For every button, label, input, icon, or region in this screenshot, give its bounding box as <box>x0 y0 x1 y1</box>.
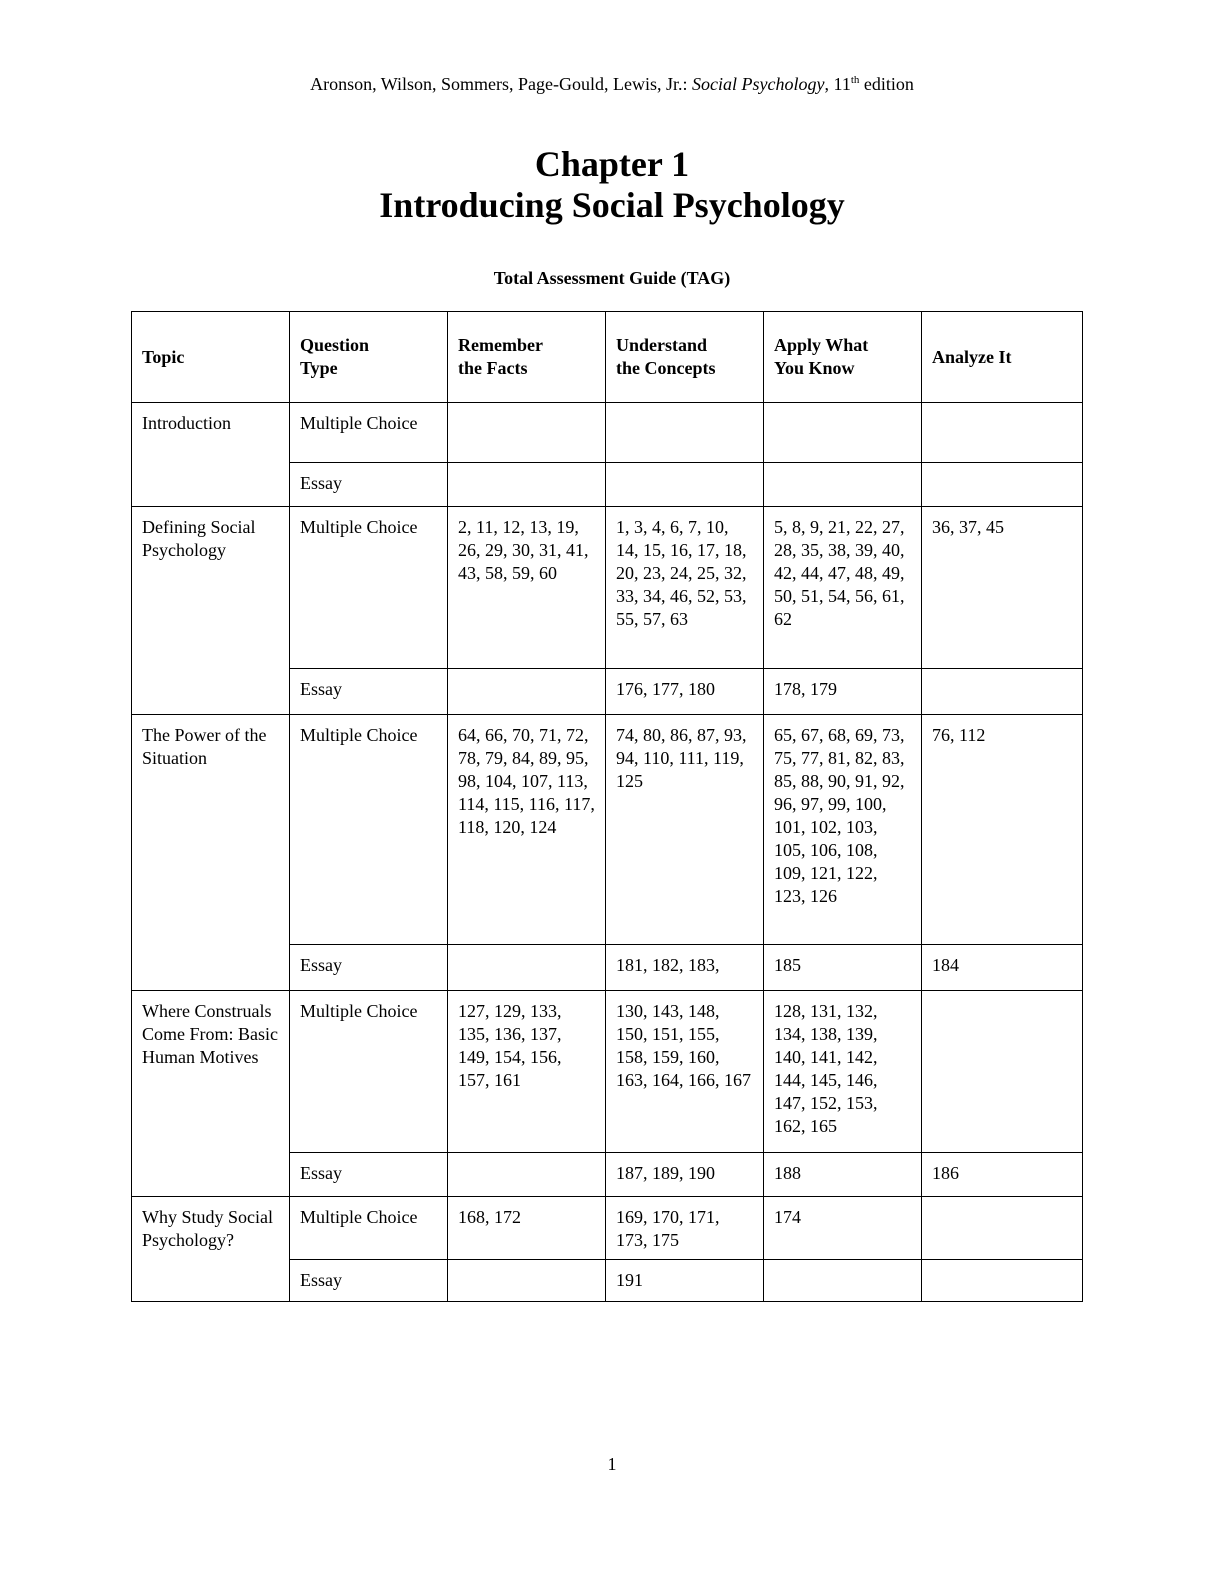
analyze-cell: 186 <box>922 1153 1083 1197</box>
header-understand-line2: the Concepts <box>616 358 716 378</box>
remember-cell <box>448 1260 606 1302</box>
understand-cell: 1, 3, 4, 6, 7, 10, 14, 15, 16, 17, 18, 20, 23, 24, 25, 32, 33, 34, 46, 52, 53, 55, 57, 63 <box>606 507 764 669</box>
analyze-cell <box>922 1260 1083 1302</box>
question-type-cell: Multiple Choice <box>290 507 448 669</box>
understand-cell: 74, 80, 86, 87, 93, 94, 110, 111, 119, 125 <box>606 715 764 945</box>
question-type-cell: Multiple Choice <box>290 1197 448 1260</box>
analyze-cell <box>922 669 1083 715</box>
remember-cell: 64, 66, 70, 71, 72, 78, 79, 84, 89, 95, 98, 104, 107, 113, 114, 115, 116, 117, 118, 120, 124 <box>448 715 606 945</box>
table-title: Total Assessment Guide (TAG) <box>493 268 731 288</box>
understand-cell: 169, 170, 171, 173, 175 <box>606 1197 764 1260</box>
understand-cell: 181, 182, 183, <box>606 945 764 991</box>
topic-cell: Why Study Social Psychology? <box>132 1197 290 1302</box>
page-title <box>0 144 1224 226</box>
remember-cell <box>448 1153 606 1197</box>
question-type-cell: Essay <box>290 669 448 715</box>
header-topic <box>132 312 290 403</box>
topic-cell: Where Construals Come From: Basic Human Motives <box>132 991 290 1197</box>
question-type-cell: Essay <box>290 1153 448 1197</box>
table-row <box>132 991 1083 1153</box>
header-question-type-line2: Type <box>300 358 338 378</box>
analyze-cell <box>922 463 1083 507</box>
question-type-cell: Essay <box>290 463 448 507</box>
remember-cell <box>448 945 606 991</box>
header-edition-word: edition <box>859 74 914 94</box>
header-apply-line1: Apply What <box>774 335 869 355</box>
header-apply-line2: You Know <box>774 358 855 378</box>
apply-cell: 188 <box>764 1153 922 1197</box>
apply-cell: 128, 131, 132, 134, 138, 139, 140, 141, 142, 144, 145, 146, 147, 152, 153, 162, 165 <box>764 991 922 1153</box>
header-analyze <box>922 312 1083 403</box>
header-remember-line2: the Facts <box>458 358 528 378</box>
understand-cell: 130, 143, 148, 150, 151, 155, 158, 159, 160, 163, 164, 166, 167 <box>606 991 764 1153</box>
analyze-cell: 36, 37, 45 <box>922 507 1083 669</box>
understand-cell: 191 <box>606 1260 764 1302</box>
question-type-cell: Essay <box>290 945 448 991</box>
header-remember <box>448 312 606 403</box>
header-book-title: Social Psychology <box>692 74 825 94</box>
page-number: 1 <box>607 1454 617 1474</box>
apply-cell <box>764 403 922 463</box>
understand-cell <box>606 403 764 463</box>
topic-cell: Defining Social Psychology <box>132 507 290 715</box>
table-row <box>132 507 1083 669</box>
header-edition-suffix: th <box>850 74 860 86</box>
analyze-cell: 184 <box>922 945 1083 991</box>
understand-cell: 187, 189, 190 <box>606 1153 764 1197</box>
understand-cell <box>606 463 764 507</box>
question-type-cell: Essay <box>290 1260 448 1302</box>
apply-cell: 185 <box>764 945 922 991</box>
table-row <box>132 403 1083 463</box>
header-analyze-line1: Analyze It <box>932 346 1012 367</box>
header-apply <box>764 312 922 403</box>
header-remember-line1: Remember <box>458 335 543 355</box>
assessment-table <box>131 311 1083 1302</box>
remember-cell <box>448 403 606 463</box>
apply-cell: 5, 8, 9, 21, 22, 27, 28, 35, 38, 39, 40, 42, 44, 47, 48, 49, 50, 51, 54, 56, 61, 62 <box>764 507 922 669</box>
table-row <box>132 715 1083 945</box>
chapter-name: Introducing Social Psychology <box>379 185 845 225</box>
topic-cell: The Power of the Situation <box>132 715 290 991</box>
remember-cell: 2, 11, 12, 13, 19, 26, 29, 30, 31, 41, 43, 58, 59, 60 <box>448 507 606 669</box>
topic-cell: Introduction <box>132 403 290 507</box>
remember-cell <box>448 463 606 507</box>
understand-cell: 176, 177, 180 <box>606 669 764 715</box>
remember-cell: 127, 129, 133, 135, 136, 137, 149, 154, 156, 157, 161 <box>448 991 606 1153</box>
header-question-type <box>290 312 448 403</box>
question-type-cell: Multiple Choice <box>290 991 448 1153</box>
header-edition-number: , 11 <box>824 74 851 94</box>
header-understand-line1: Understand <box>616 335 708 355</box>
running-header <box>0 72 1224 96</box>
analyze-cell <box>922 403 1083 463</box>
apply-cell <box>764 1260 922 1302</box>
question-type-cell: Multiple Choice <box>290 715 448 945</box>
apply-cell: 65, 67, 68, 69, 73, 75, 77, 81, 82, 83, 85, 88, 90, 91, 92, 96, 97, 99, 100, 101, 102, 103, 105, 106, 108, 109, 121, 122, 123, 126 <box>764 715 922 945</box>
question-type-cell: Multiple Choice <box>290 403 448 463</box>
chapter-number: Chapter 1 <box>534 144 690 184</box>
header-question-type-line1: Question <box>300 335 370 355</box>
table-row <box>132 1197 1083 1260</box>
header-authors: Aronson, Wilson, Sommers, Page-Gould, Lewis, Jr.: <box>310 74 688 94</box>
header-topic-line1: Topic <box>142 346 185 367</box>
remember-cell: 168, 172 <box>448 1197 606 1260</box>
header-row <box>132 312 1083 403</box>
apply-cell: 174 <box>764 1197 922 1260</box>
analyze-cell: 76, 112 <box>922 715 1083 945</box>
apply-cell <box>764 463 922 507</box>
analyze-cell <box>922 1197 1083 1260</box>
apply-cell: 178, 179 <box>764 669 922 715</box>
analyze-cell <box>922 991 1083 1153</box>
header-understand <box>606 312 764 403</box>
remember-cell <box>448 669 606 715</box>
